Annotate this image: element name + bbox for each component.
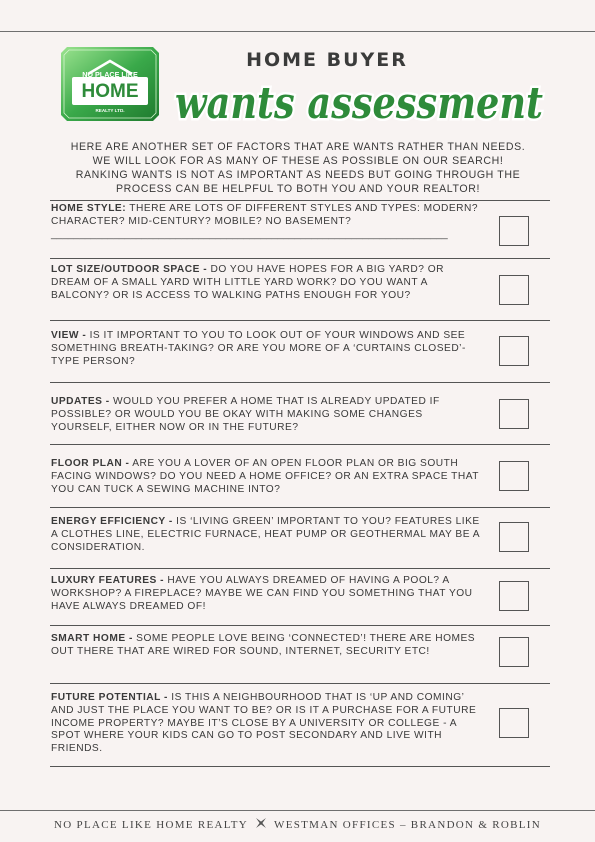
subtitle-text: wants assessment — [175, 78, 543, 129]
logo-line2: HOME — [81, 81, 139, 102]
question-text: SOME PEOPLE LOVE BEING ‘CONNECTED’! THERE ARE HOMES OUT THERE THAT ARE WIRED FOR SOUND, INTERNET, SECURITY ETC! — [51, 633, 476, 657]
question-text: IS ‘LIVING GREEN’ IMPORTANT TO YOU? FEATURES LIKE A CLOTHES LINE, ELECTRIC FURNACE, HEAT PUMP OR GEOTHERMAL MAY BE A CONSIDERATION. — [51, 516, 480, 553]
page-subtitle — [172, 78, 547, 132]
question-floor-plan — [51, 458, 481, 496]
divider — [50, 258, 550, 259]
question-text: ARE YOU A LOVER OF AN OPEN FLOOR PLAN OR BIG SOUTH FACING WINDOWS? DO YOU NEED A HOME OFFICE? OR AN EXTRA SPACE THAT YOU CAN TUCK A SEWING MACHINE INTO? — [51, 458, 479, 495]
question-label: FLOOR PLAN - — [51, 458, 130, 469]
intro-line: HERE ARE ANOTHER SET OF FACTORS THAT ARE WANTS RATHER THAN NEEDS. — [70, 141, 526, 153]
question-luxury-features — [51, 575, 481, 613]
page-title: HOME BUYER — [246, 49, 408, 71]
checkbox-energy-efficiency[interactable] — [499, 522, 529, 552]
star-icon — [254, 816, 268, 833]
checkbox-future-potential[interactable] — [499, 708, 529, 738]
divider — [50, 200, 550, 201]
question-label: ENERGY EFFICIENCY - — [51, 516, 173, 527]
checkbox-view[interactable] — [499, 336, 529, 366]
checkbox-floor-plan[interactable] — [499, 461, 529, 491]
intro-line: PROCESS CAN BE HELPFUL TO BOTH YOU AND YOUR REALTOR! — [115, 183, 480, 195]
question-label: LUXURY FEATURES - — [51, 575, 165, 586]
question-future-potential — [51, 692, 481, 756]
company-logo — [61, 47, 159, 121]
question-label: UPDATES - — [51, 396, 110, 407]
bottom-rule — [0, 810, 595, 811]
question-text: IS IT IMPORTANT TO YOU TO LOOK OUT OF YOUR WINDOWS AND SEE SOMETHING BREATH-TAKING? OR ARE YOU MORE OF A ‘CURTAINS CLOSED’-TYPE PERSON? — [51, 330, 466, 367]
checkbox-home-style[interactable] — [499, 216, 529, 246]
intro-line: RANKING WANTS IS NOT AS IMPORTANT AS NEEDS BUT GOING THROUGH THE — [75, 169, 521, 181]
intro-text — [46, 140, 550, 196]
footer-offices: WESTMAN OFFICES – BRANDON & ROBLIN — [274, 819, 541, 831]
divider — [50, 766, 550, 767]
top-rule — [0, 31, 595, 32]
question-energy-efficiency — [51, 516, 481, 554]
question-label: FUTURE POTENTIAL - — [51, 692, 168, 703]
question-text: IS THIS A NEIGHBOURHOOD THAT IS ‘UP AND COMING’ AND JUST THE PLACE YOU WANT TO BE? OR IS IT A PURCHASE FOR A FUTURE INCOME PROPERTY? MAYBE IT’S CLOSE BY A UNIVERSITY OR COLLEGE - A SPOT WHERE YOUR KIDS CAN GO TO POST SECONDARY AND LIVE WITH FRIENDS. — [51, 692, 477, 755]
checkbox-smart-home[interactable] — [499, 637, 529, 667]
footer — [0, 816, 595, 833]
divider — [50, 320, 550, 321]
checkbox-luxury-features[interactable] — [499, 581, 529, 611]
question-lot-size — [51, 264, 481, 302]
checkbox-updates[interactable] — [499, 399, 529, 429]
question-label: SMART HOME - — [51, 633, 133, 644]
question-label: VIEW - — [51, 330, 87, 341]
divider — [50, 625, 550, 626]
divider — [50, 507, 550, 508]
divider — [50, 444, 550, 445]
footer-company: NO PLACE LIKE HOME REALTY — [54, 819, 249, 831]
question-text: HAVE YOU ALWAYS DREAMED OF HAVING A POOL? A WORKSHOP? A FIREPLACE? MAYBE WE CAN FIND YOU SOMETHING THAT YOU HAVE ALWAYS DREAMED OF! — [51, 575, 473, 612]
question-smart-home — [51, 633, 481, 659]
question-home-style — [51, 203, 481, 241]
question-text: THERE ARE LOTS OF DIFFERENT STYLES AND TYPES: MODERN? CHARACTER? MID-CENTURY? MOBILE? NO BASEMENT? — [51, 203, 479, 227]
question-text: DO YOU HAVE HOPES FOR A BIG YARD? OR DREAM OF A SMALL YARD WITH LITTLE YARD WORK? DO YOU WANT A BALCONY? OR IS ACCESS TO WALKING PATHS ENOUGH FOR YOU? — [51, 264, 444, 301]
checkbox-lot-size[interactable] — [499, 275, 529, 305]
logo-line3: REALTY LTD. — [95, 108, 125, 113]
question-text: WOULD YOU PREFER A HOME THAT IS ALREADY UPDATED IF POSSIBLE? OR WOULD YOU BE OKAY WITH MAKING SOME CHANGES YOURSELF, EITHER NOW OR IN THE FUTURE? — [51, 396, 440, 433]
intro-line: WE WILL LOOK FOR AS MANY OF THESE AS POSSIBLE ON OUR SEARCH! — [92, 155, 504, 167]
question-label: HOME STYLE: — [51, 203, 127, 214]
question-label: LOT SIZE/OUTDOOR SPACE - — [51, 264, 208, 275]
divider — [50, 683, 550, 684]
logo-line1: NO PLACE LIKE — [82, 70, 138, 79]
divider — [50, 568, 550, 569]
answer-line: ______________________________________________________________________ — [51, 228, 448, 240]
question-view — [51, 330, 481, 368]
divider — [50, 382, 550, 383]
question-updates — [51, 396, 481, 434]
